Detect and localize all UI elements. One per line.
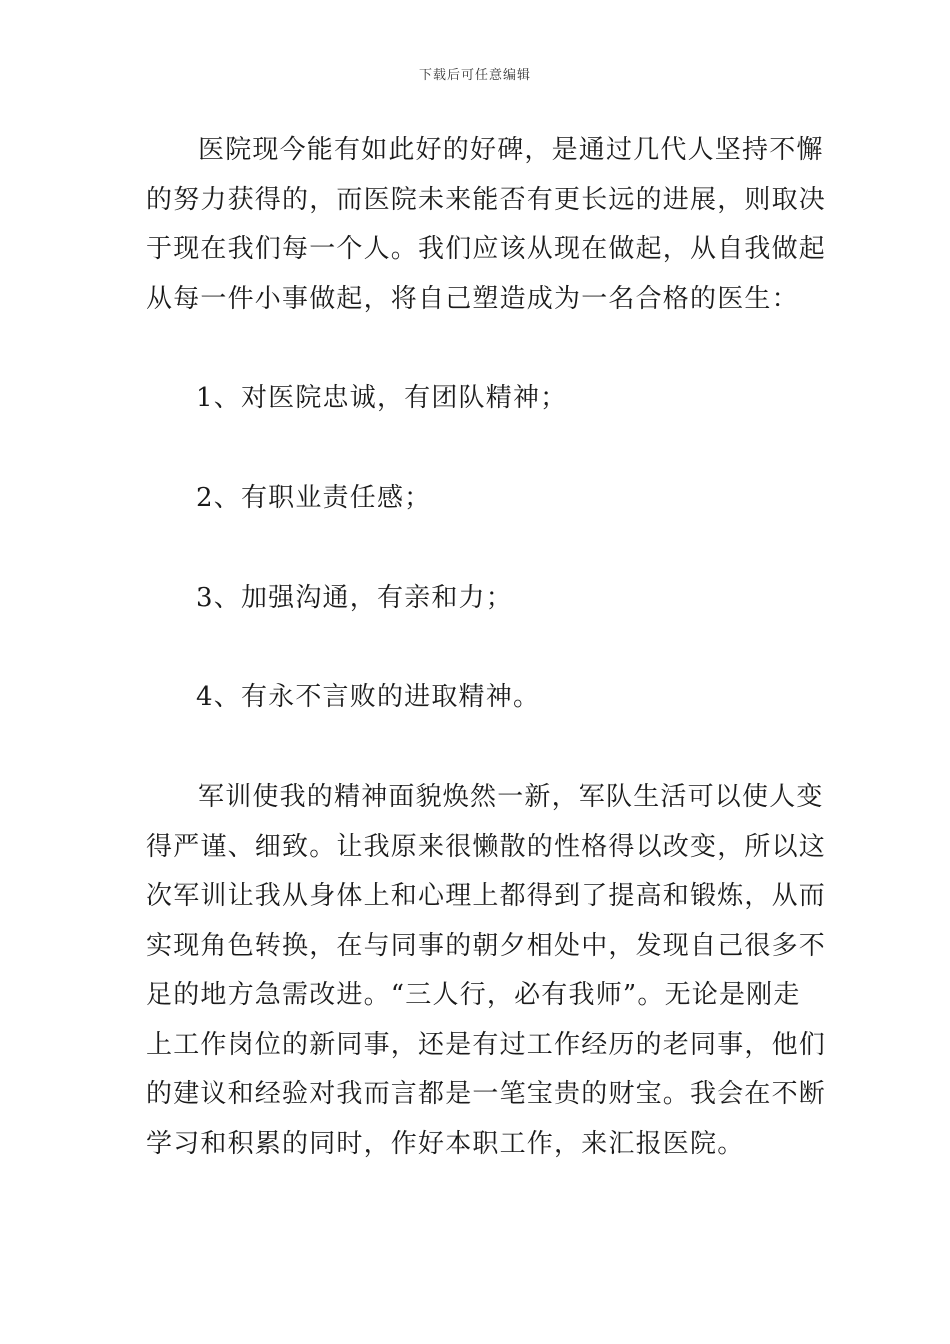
paragraph-hospital-reputation — [146, 126, 827, 324]
paragraph-line-text: 实现角色转换，在与同事的朝夕相处中，发现自己很多不 — [146, 930, 827, 961]
paragraph-line-text: 军训使我的精神面貌焕然一新，军队生活可以使人变 — [198, 782, 824, 812]
paragraph-line-text: 的努力获得的，而医院未来能否有更长远的进展，则取决 — [146, 184, 827, 215]
page-header-note: 下载后可任意编辑 — [418, 68, 531, 83]
list-item-2: 2、有职业责任感； — [196, 483, 432, 513]
paragraph-line-text: 上工作岗位的新同事，还是有过工作经历的老同事，他们 — [146, 1029, 827, 1060]
paragraph-line-text: 学习和积累的同时，作好本职工作，来汇报医院。 — [146, 1128, 745, 1159]
paragraph-line-text: 于现在我们每一个人。我们应该从现在做起，从自我做起 — [146, 234, 827, 264]
list-item-1: 1、对医院忠诚，有团队精神； — [196, 383, 568, 413]
paragraph-line — [146, 773, 824, 823]
paragraph-line — [146, 126, 824, 176]
paragraph-line-text: 从每一件小事做起，将自己塑造成为一名合格的医生： — [146, 283, 799, 314]
paragraph-line-text: 得严谨、细致。让我原来很懒散的性格得以改变，所以这 — [146, 831, 827, 862]
paragraph-line — [146, 275, 818, 325]
paragraph-line — [146, 823, 827, 873]
paragraph-line — [146, 1120, 818, 1170]
paragraph-line — [146, 971, 818, 1021]
paragraph-line — [146, 225, 827, 275]
paragraph-line — [146, 922, 827, 972]
paragraph-line-text: 足的地方急需改进。“三人行，必有我师”。无论是刚走 — [146, 980, 801, 1010]
paragraph-line — [146, 872, 827, 922]
paragraph-line-text: 次军训让我从身体上和心理上都得到了提高和锻炼，从而 — [146, 881, 827, 911]
paragraph-line — [146, 1070, 827, 1120]
list-item-4: 4、有永不言败的进取精神。 — [196, 682, 541, 712]
paragraph-military-training — [146, 773, 827, 1169]
list-item-3: 3、加强沟通，有亲和力； — [196, 583, 513, 613]
paragraph-line-text: 的建议和经验对我而言都是一笔宝贵的财宝。我会在不断 — [146, 1079, 827, 1109]
paragraph-line — [146, 1021, 827, 1071]
paragraph-line — [146, 176, 827, 226]
paragraph-line-text: 医院现今能有如此好的好碑，是通过几代人坚持不懈 — [198, 135, 824, 165]
